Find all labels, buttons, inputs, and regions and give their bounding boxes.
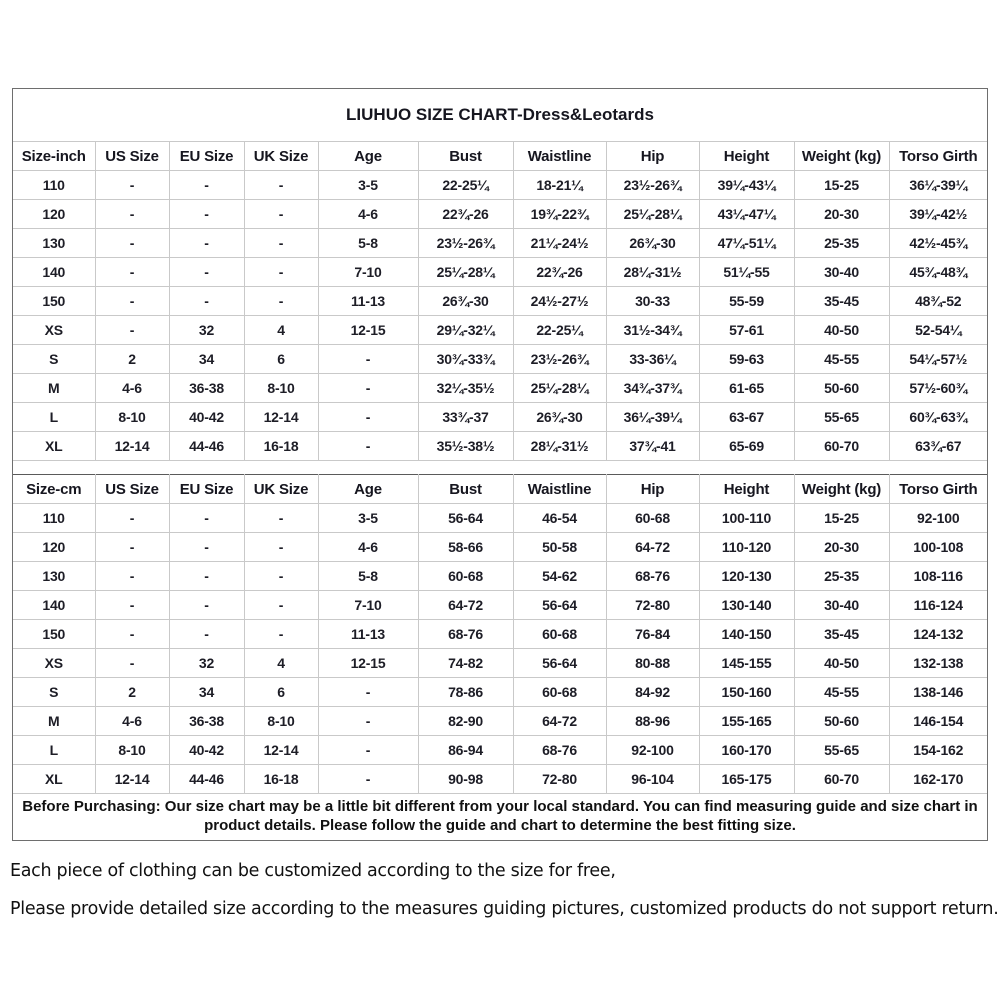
column-header: Age [318, 475, 418, 504]
column-header: Hip [606, 475, 699, 504]
table-cell: 39¼-42½ [889, 200, 987, 229]
column-header: UK Size [244, 475, 318, 504]
table-cell: - [244, 287, 318, 316]
table-cell: 150-160 [699, 678, 794, 707]
table-cell: 4 [244, 316, 318, 345]
table-cell: 2 [95, 345, 169, 374]
table-cell: 56-64 [513, 591, 606, 620]
table-cell: 12-14 [95, 765, 169, 794]
table-cell: 5-8 [318, 229, 418, 258]
table-row [13, 620, 987, 649]
table-row [13, 316, 987, 345]
table-cell: 108-116 [889, 562, 987, 591]
table-cell: XL [13, 765, 95, 794]
table-cell: 72-80 [606, 591, 699, 620]
table-cell: 28¼-31½ [513, 432, 606, 461]
table-cell: 23½-26¾ [606, 171, 699, 200]
table-cell: 32 [169, 316, 244, 345]
table-cell: L [13, 403, 95, 432]
table-cell: 51¼-55 [699, 258, 794, 287]
table-cell: 7-10 [318, 258, 418, 287]
table-cell: 39¼-43¼ [699, 171, 794, 200]
table-cell: 6 [244, 345, 318, 374]
table-cell: 32¼-35½ [418, 374, 513, 403]
table-cell: 130 [13, 229, 95, 258]
table-cell: 4-6 [95, 707, 169, 736]
table-cell: 60-68 [513, 620, 606, 649]
table-cell: 40-42 [169, 403, 244, 432]
table-cell: - [318, 678, 418, 707]
table-cell: 120 [13, 200, 95, 229]
column-header: Waistline [513, 475, 606, 504]
table-row [13, 736, 987, 765]
table-cell: 45-55 [794, 678, 889, 707]
table-gap [13, 461, 987, 474]
table-cell: 50-60 [794, 374, 889, 403]
table-cell: - [318, 345, 418, 374]
table-cell: 28¼-31½ [606, 258, 699, 287]
table-cell: 23½-26¾ [513, 345, 606, 374]
table-cell: 15-25 [794, 171, 889, 200]
table-cell: 155-165 [699, 707, 794, 736]
table-cell: 36-38 [169, 374, 244, 403]
table-cell: 64-72 [606, 533, 699, 562]
table-cell: 42½-45¾ [889, 229, 987, 258]
size-table-cm [13, 474, 987, 794]
table-cell: 20-30 [794, 533, 889, 562]
table-cell: 146-154 [889, 707, 987, 736]
table-cell: 61-65 [699, 374, 794, 403]
column-header: US Size [95, 142, 169, 171]
size-chart-box [12, 88, 988, 841]
table-cell: 4 [244, 649, 318, 678]
table-cell: 25¼-28¼ [606, 200, 699, 229]
column-header: Height [699, 142, 794, 171]
table-cell: 162-170 [889, 765, 987, 794]
table-cell: 21¼-24½ [513, 229, 606, 258]
table-cell: - [244, 504, 318, 533]
column-header: Bust [418, 475, 513, 504]
table-cell: - [169, 562, 244, 591]
table-row [13, 707, 987, 736]
table-cell: 31½-34¾ [606, 316, 699, 345]
table-cell: - [95, 620, 169, 649]
table-cell: 55-65 [794, 736, 889, 765]
table-cell: - [318, 707, 418, 736]
column-header: Size-cm [13, 475, 95, 504]
table-cell: 33¾-37 [418, 403, 513, 432]
table-cell: 3-5 [318, 171, 418, 200]
table-cell: - [318, 736, 418, 765]
table-cell: - [95, 258, 169, 287]
table-cell: 8-10 [95, 403, 169, 432]
table-cell: 34 [169, 678, 244, 707]
table-row [13, 403, 987, 432]
table-cell: 100-110 [699, 504, 794, 533]
table-cell: 78-86 [418, 678, 513, 707]
table-row [13, 432, 987, 461]
table-cell: 12-14 [244, 736, 318, 765]
table-row [13, 765, 987, 794]
table-cell: 46-54 [513, 504, 606, 533]
table-cell: M [13, 374, 95, 403]
column-header: UK Size [244, 142, 318, 171]
table-cell: - [169, 287, 244, 316]
table-cell: 160-170 [699, 736, 794, 765]
table-cell: 60-70 [794, 432, 889, 461]
table-cell: 30-40 [794, 591, 889, 620]
table-cell: - [95, 229, 169, 258]
table-cell: S [13, 345, 95, 374]
table-cell: 35-45 [794, 620, 889, 649]
table-cell: 30-33 [606, 287, 699, 316]
table-cell: 37¾-41 [606, 432, 699, 461]
table-cell: 120 [13, 533, 95, 562]
table-cell: - [169, 258, 244, 287]
table-cell: - [169, 533, 244, 562]
table-row [13, 562, 987, 591]
table-row [13, 591, 987, 620]
table-cell: 22-25¼ [418, 171, 513, 200]
table-cell: 60-70 [794, 765, 889, 794]
table-cell: 30-40 [794, 258, 889, 287]
table-cell: 86-94 [418, 736, 513, 765]
table-cell: - [244, 229, 318, 258]
table-cell: 55-65 [794, 403, 889, 432]
table-cell: - [95, 287, 169, 316]
table-cell: - [318, 765, 418, 794]
table-cell: 45¾-48¾ [889, 258, 987, 287]
table-cell: 32 [169, 649, 244, 678]
column-header: Hip [606, 142, 699, 171]
table-cell: 26¾-30 [606, 229, 699, 258]
table-cell: 34¾-37¾ [606, 374, 699, 403]
table-cell: - [95, 591, 169, 620]
table-cell: 12-15 [318, 316, 418, 345]
table-cell: 72-80 [513, 765, 606, 794]
table-cell: 36-38 [169, 707, 244, 736]
chart-title: LIUHUO SIZE CHART-Dress&Leotards [13, 89, 987, 142]
table-cell: 36¼-39¼ [606, 403, 699, 432]
table-cell: 130-140 [699, 591, 794, 620]
table-cell: 20-30 [794, 200, 889, 229]
table-cell: 68-76 [513, 736, 606, 765]
table-cell: XS [13, 316, 95, 345]
table-cell: 40-42 [169, 736, 244, 765]
table-cell: 57-61 [699, 316, 794, 345]
table-cell: - [95, 316, 169, 345]
table-cell: 88-96 [606, 707, 699, 736]
table-cell: - [95, 562, 169, 591]
table-cell: 2 [95, 678, 169, 707]
table-cell: 26¾-30 [418, 287, 513, 316]
table-cell: 63¾-67 [889, 432, 987, 461]
table-cell: 30¾-33¾ [418, 345, 513, 374]
column-header: Weight (kg) [794, 142, 889, 171]
table-cell: - [95, 200, 169, 229]
table-cell: 8-10 [244, 374, 318, 403]
table-cell: 54¼-57½ [889, 345, 987, 374]
column-header: Weight (kg) [794, 475, 889, 504]
table-cell: M [13, 707, 95, 736]
table-cell: 29¼-32¼ [418, 316, 513, 345]
footer-customization-line: Each piece of clothing can be customized according to the size for free, [10, 861, 616, 881]
table-cell: - [95, 533, 169, 562]
table-cell: 64-72 [513, 707, 606, 736]
table-row [13, 678, 987, 707]
table-cell: 50-58 [513, 533, 606, 562]
table-cell: - [95, 171, 169, 200]
table-cell: 34 [169, 345, 244, 374]
column-header: EU Size [169, 475, 244, 504]
table-cell: 44-46 [169, 765, 244, 794]
column-header: Torso Girth [889, 142, 987, 171]
table-cell: 57½-60¾ [889, 374, 987, 403]
table-cell: 36¼-39¼ [889, 171, 987, 200]
header-row [13, 142, 987, 171]
table-cell: - [244, 562, 318, 591]
table-cell: 40-50 [794, 316, 889, 345]
table-cell: 92-100 [889, 504, 987, 533]
table-cell: 5-8 [318, 562, 418, 591]
table-cell: 25¼-28¼ [418, 258, 513, 287]
size-table-inch [13, 142, 987, 461]
table-cell: 150 [13, 287, 95, 316]
table-cell: 47¼-51¼ [699, 229, 794, 258]
table-cell: - [169, 229, 244, 258]
column-header: Height [699, 475, 794, 504]
table-cell: 64-72 [418, 591, 513, 620]
table-cell: 84-92 [606, 678, 699, 707]
header-row [13, 475, 987, 504]
table-cell: L [13, 736, 95, 765]
table-cell: 22¾-26 [418, 200, 513, 229]
table-cell: - [169, 171, 244, 200]
table-cell: 80-88 [606, 649, 699, 678]
table-cell: 16-18 [244, 765, 318, 794]
table-cell: 60-68 [418, 562, 513, 591]
table-cell: 96-104 [606, 765, 699, 794]
table-cell: 56-64 [513, 649, 606, 678]
table-cell: 52-54¼ [889, 316, 987, 345]
column-header: EU Size [169, 142, 244, 171]
table-cell: 76-84 [606, 620, 699, 649]
table-cell: 6 [244, 678, 318, 707]
table-cell: 60¾-63¾ [889, 403, 987, 432]
table-cell: - [244, 533, 318, 562]
table-cell: 18-21¼ [513, 171, 606, 200]
table-cell: 12-14 [244, 403, 318, 432]
table-row [13, 229, 987, 258]
table-cell: - [169, 504, 244, 533]
column-header: Bust [418, 142, 513, 171]
table-cell: 59-63 [699, 345, 794, 374]
table-cell: 116-124 [889, 591, 987, 620]
table-cell: 24½-27½ [513, 287, 606, 316]
table-row [13, 200, 987, 229]
table-cell: 50-60 [794, 707, 889, 736]
table-cell: 110 [13, 171, 95, 200]
table-cell: 45-55 [794, 345, 889, 374]
table-cell: XL [13, 432, 95, 461]
table-cell: 26¾-30 [513, 403, 606, 432]
table-cell: 35½-38½ [418, 432, 513, 461]
column-header: Torso Girth [889, 475, 987, 504]
table-cell: 8-10 [95, 736, 169, 765]
table-cell: 25¼-28¼ [513, 374, 606, 403]
table-cell: 22-25¼ [513, 316, 606, 345]
purchase-note: Before Purchasing: Our size chart may be a little bit different from your local standard. You can find measuring guide and size chart in product details. Please follow the guide and chart to determine the best fitting size. [22, 798, 978, 834]
table-cell: S [13, 678, 95, 707]
table-cell: 44-46 [169, 432, 244, 461]
table-cell: 25-35 [794, 562, 889, 591]
table-cell: XS [13, 649, 95, 678]
column-header: Age [318, 142, 418, 171]
table-cell: - [244, 620, 318, 649]
table-row [13, 171, 987, 200]
table-cell: 82-90 [418, 707, 513, 736]
column-header: Waistline [513, 142, 606, 171]
table-cell: 4-6 [95, 374, 169, 403]
table-cell: 33-36¼ [606, 345, 699, 374]
table-cell: 15-25 [794, 504, 889, 533]
table-cell: - [169, 591, 244, 620]
table-cell: 68-76 [606, 562, 699, 591]
table-cell: 110 [13, 504, 95, 533]
table-cell: 120-130 [699, 562, 794, 591]
table-cell: 165-175 [699, 765, 794, 794]
table-cell: 130 [13, 562, 95, 591]
table-cell: 138-146 [889, 678, 987, 707]
table-cell: 150 [13, 620, 95, 649]
table-cell: 132-138 [889, 649, 987, 678]
table-cell: - [318, 374, 418, 403]
table-cell: 74-82 [418, 649, 513, 678]
table-row [13, 533, 987, 562]
table-cell: 110-120 [699, 533, 794, 562]
table-cell: - [95, 504, 169, 533]
table-cell: - [169, 200, 244, 229]
table-row [13, 649, 987, 678]
table-cell: 19¾-22¾ [513, 200, 606, 229]
table-row [13, 287, 987, 316]
table-cell: 43¼-47¼ [699, 200, 794, 229]
table-cell: 140 [13, 591, 95, 620]
table-cell: - [244, 200, 318, 229]
table-cell: 154-162 [889, 736, 987, 765]
table-cell: 12-14 [95, 432, 169, 461]
table-cell: 4-6 [318, 533, 418, 562]
table-cell: 22¾-26 [513, 258, 606, 287]
table-cell: 8-10 [244, 707, 318, 736]
table-cell: 11-13 [318, 287, 418, 316]
table-cell: 35-45 [794, 287, 889, 316]
table-cell: 65-69 [699, 432, 794, 461]
table-cell: 55-59 [699, 287, 794, 316]
table-cell: 145-155 [699, 649, 794, 678]
table-cell: - [169, 620, 244, 649]
table-cell: - [244, 258, 318, 287]
table-cell: 48¾-52 [889, 287, 987, 316]
table-cell: 68-76 [418, 620, 513, 649]
table-row [13, 258, 987, 287]
table-row [13, 345, 987, 374]
table-cell: 92-100 [606, 736, 699, 765]
table-row [13, 504, 987, 533]
table-cell: 56-64 [418, 504, 513, 533]
table-cell: 3-5 [318, 504, 418, 533]
table-cell: - [244, 591, 318, 620]
table-cell: - [244, 171, 318, 200]
table-cell: 140-150 [699, 620, 794, 649]
table-cell: 140 [13, 258, 95, 287]
table-cell: 124-132 [889, 620, 987, 649]
footer-return-policy-line: Please provide detailed size according to the measures guiding pictures, customized products do not support return. [10, 899, 999, 919]
table-cell: - [318, 403, 418, 432]
table-cell: 100-108 [889, 533, 987, 562]
table-cell: - [95, 649, 169, 678]
table-cell: 40-50 [794, 649, 889, 678]
table-cell: 60-68 [513, 678, 606, 707]
table-cell: 54-62 [513, 562, 606, 591]
table-cell: 16-18 [244, 432, 318, 461]
table-cell: - [318, 432, 418, 461]
table-cell: 90-98 [418, 765, 513, 794]
table-cell: 60-68 [606, 504, 699, 533]
column-header: US Size [95, 475, 169, 504]
table-cell: 58-66 [418, 533, 513, 562]
table-cell: 7-10 [318, 591, 418, 620]
table-cell: 12-15 [318, 649, 418, 678]
table-cell: 25-35 [794, 229, 889, 258]
column-header: Size-inch [13, 142, 95, 171]
table-cell: 63-67 [699, 403, 794, 432]
table-row [13, 374, 987, 403]
table-cell: 11-13 [318, 620, 418, 649]
table-cell: 4-6 [318, 200, 418, 229]
table-cell: 23½-26¾ [418, 229, 513, 258]
